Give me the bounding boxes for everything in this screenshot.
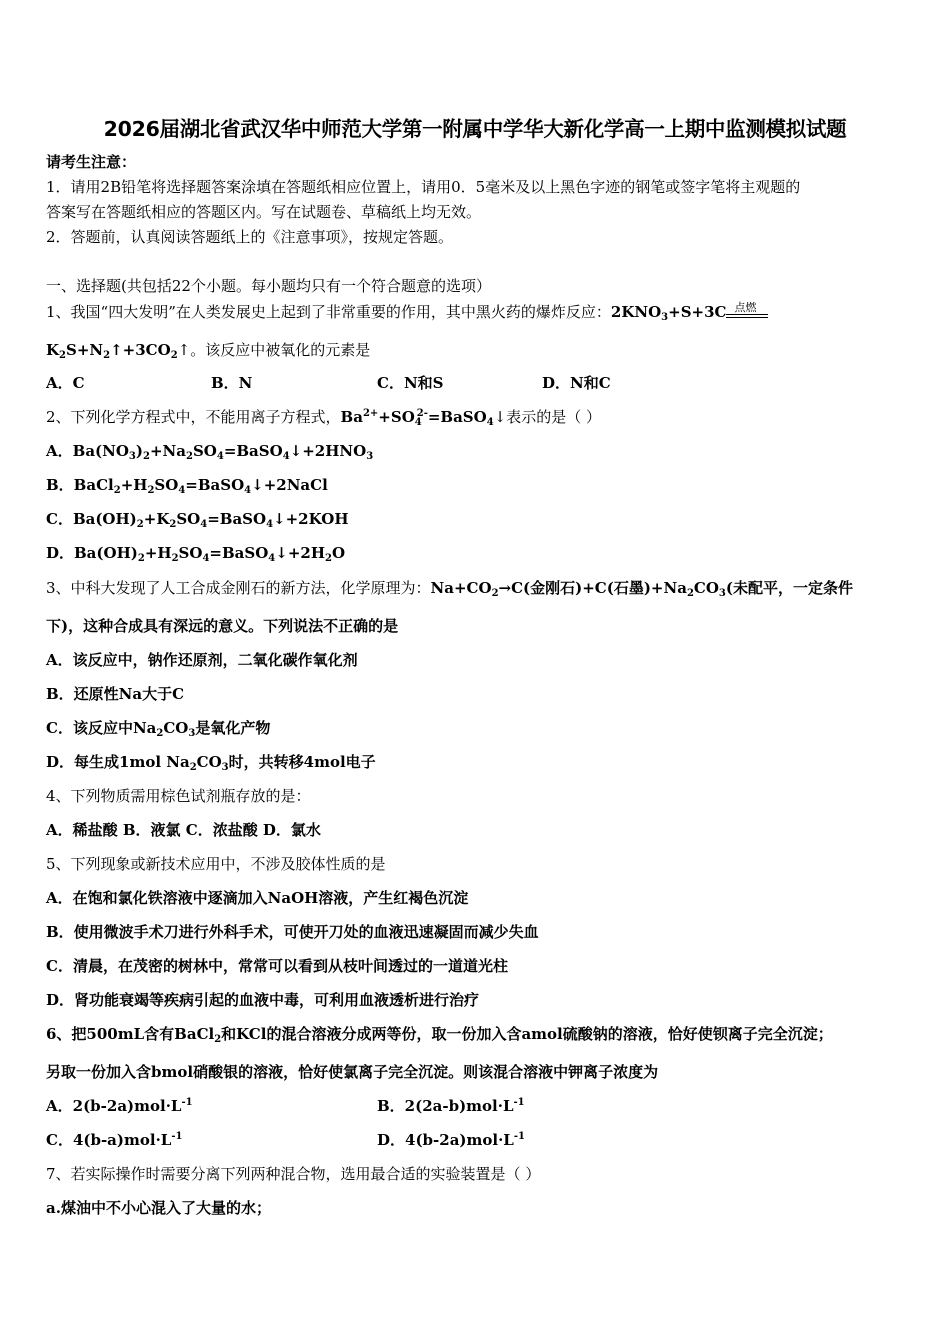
- q2-text: 2、下列化学方程式中，不能用离子方程式，: [46, 408, 341, 426]
- q1-option-b[interactable]: B．N: [211, 374, 253, 392]
- q3-equation: $Na+CO_2\to C$(金刚石)+C(石墨)$+Na_2CO_3$(未配平，一定条件: [430, 579, 853, 599]
- q2-option-b[interactable]: B．$BaCl_2+H_2SO_4=BaSO_4↓+2NaCl$: [46, 476, 328, 496]
- q7-item-a: a.煤油中不小心混入了大量的水；: [46, 1199, 271, 1217]
- q5-option-c[interactable]: C．清晨，在茂密的树林中，常常可以看到从枝叶间透过的一道道光柱: [46, 957, 508, 975]
- question-1-stem: [46, 302, 768, 322]
- q2-option-d[interactable]: D．$Ba(OH)_2+H_2SO_4=BaSO_4↓+2H_2O$: [46, 544, 346, 564]
- q1-products: $K_2S+N_2↑+3CO_2$: [46, 341, 178, 361]
- q6-option-b[interactable]: B．$2(2a-b)mol\cdot L^{-1}$: [377, 1097, 525, 1115]
- q1-option-a[interactable]: A．C: [46, 374, 85, 392]
- q1-question: ↑。该反应中被氧化的元素是: [177, 341, 371, 359]
- q3-option-c[interactable]: C．该反应中$Na_2CO_3$是氧化产物: [46, 719, 271, 739]
- q3-option-d[interactable]: D．每生成1mol $Na_2CO_3$时，共转移4mol电子: [46, 753, 376, 773]
- q5-option-b[interactable]: B．使用微波手术刀进行外科手术，可使开刀处的血液迅速凝固而减少失血: [46, 923, 539, 941]
- q2-option-a[interactable]: A．$Ba(NO_3)_2+Na_2SO_4=BaSO_4↓+2HNO_3$: [46, 442, 374, 462]
- question-3-stem-cont: 下)，这种合成具有深远的意义。下列说法不正确的是: [46, 617, 399, 635]
- question-1-stem-cont: [46, 340, 370, 360]
- question-2-stem: 2、下列化学方程式中，不能用离子方程式，$Ba^{2+}+SO_4^{2-}=BaSO_4↓$表示的是（ ）: [46, 408, 602, 428]
- q3-option-b[interactable]: B．还原性Na大于C: [46, 685, 185, 703]
- question-5-stem: 5、下列现象或新技术应用中，不涉及胶体性质的是: [46, 855, 386, 873]
- section-heading: 一、选择题(共包括22个小题。每小题均只有一个符合题意的选项）: [46, 277, 491, 295]
- question-6-stem-cont: 另取一份加入含bmol硝酸银的溶液，恰好使氯离子完全沉淀。则该混合溶液中钾离子浓度为: [46, 1063, 659, 1081]
- q5-option-a[interactable]: A．在饱和氯化铁溶液中逐滴加入NaOH溶液，产生红褐色沉淀: [46, 889, 469, 907]
- notice-line-2: 答案写在答题纸相应的答题区内。写在试题卷、草稿纸上均无效。: [46, 203, 482, 221]
- q2-ion-equation: $Ba^{2+}+SO_4^{2-}=BaSO_4$: [340, 408, 494, 428]
- question-6-stem: 6、把500mL含有BaCl$_2$和KCl的混合溶液分成两等份，取一份加入含amol硫酸钠的溶液，恰好使钡离子完全沉淀；: [46, 1025, 833, 1045]
- notice-line-3: 2．答题前，认真阅读答题纸上的《注意事项》，按规定答题。: [46, 228, 454, 246]
- q1-equation: $2KNO_3+S+3C$: [610, 303, 727, 323]
- notice-heading: 请考生注意：: [46, 153, 137, 171]
- q2-option-c[interactable]: C．$Ba(OH)_2+K_2SO_4=BaSO_4↓+2KOH$: [46, 510, 349, 530]
- question-3-stem: 3、中科大发现了人工合成金刚石的新方法，化学原理为：$Na+CO_2\to C$(金刚石)+C(石墨)$+Na_2CO_3$(未配平，一定条件: [46, 579, 853, 599]
- page-title: 2026届湖北省武汉华中师范大学第一附属中学华大新化学高一上期中监测模拟试题: [103, 117, 847, 141]
- question-4-stem: 4、下列物质需用棕色试剂瓶存放的是：: [46, 787, 311, 805]
- q4-options[interactable]: A．稀盐酸 B．液氯 C．浓盐酸 D．氯水: [46, 821, 321, 839]
- q6-option-c[interactable]: C．$4(b-a)mol\cdot L^{-1}$: [46, 1131, 183, 1149]
- q1-option-d[interactable]: D．N和C: [542, 374, 611, 392]
- q1-text: 1、我国“四大发明”在人类发展史上起到了非常重要的作用，其中黑火药的爆炸反应：: [46, 303, 611, 321]
- q5-option-d[interactable]: D．肾功能衰竭等疾病引起的血液中毒，可利用血液透析进行治疗: [46, 991, 480, 1009]
- q6-option-d[interactable]: D．$4(b-2a)mol\cdot L^{-1}$: [377, 1131, 525, 1149]
- q1-option-c[interactable]: C．N和S: [377, 374, 444, 392]
- ignition-condition-arrow: 点燃: [726, 305, 768, 321]
- notice-line-1: 1．请用2B铅笔将选择题答案涂填在答题纸相应位置上，请用0．5毫米及以上黑色字迹的钢笔或签字笔将主观题的: [46, 178, 801, 196]
- q6-option-a[interactable]: A．$2(b-2a)mol\cdot L^{-1}$: [46, 1097, 193, 1115]
- q3-option-a[interactable]: A．该反应中，钠作还原剂，二氧化碳作氧化剂: [46, 651, 358, 669]
- question-7-stem: 7、若实际操作时需要分离下列两种混合物，选用最合适的实验装置是（ ）: [46, 1165, 541, 1183]
